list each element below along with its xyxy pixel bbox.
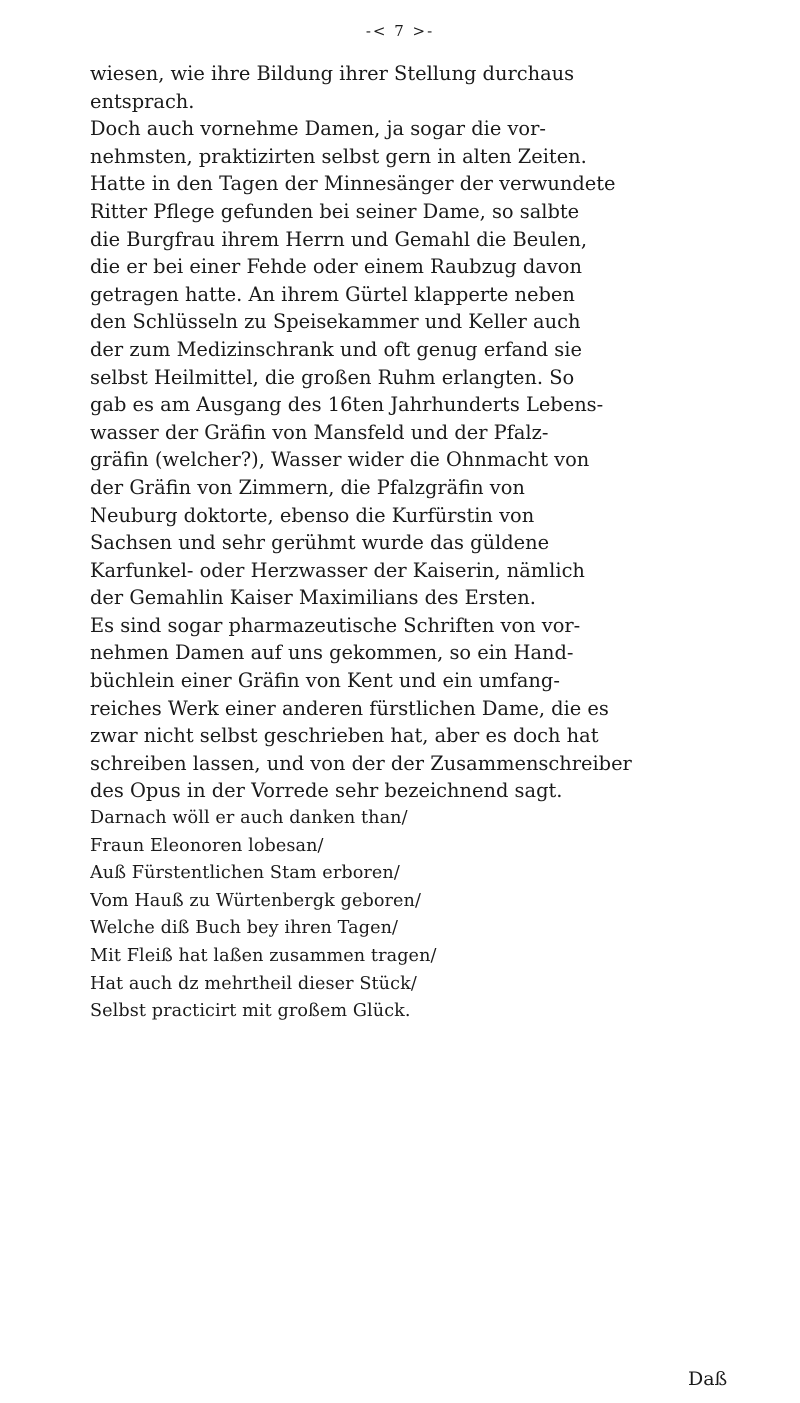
poem-line: Darnach wöll er auch danken than/: [90, 808, 408, 829]
text-line: den Schlüsseln zu Speisekammer und Keller auch: [90, 310, 581, 334]
text-line: die Burgfrau ihrem Herrn und Gemahl die Beulen,: [90, 227, 588, 251]
text-line: Karfunkel- oder Herzwasser der Kaiserin, nämlich: [90, 558, 585, 582]
text-line: Sachsen und sehr gerühmt wurde das güldene: [90, 531, 550, 555]
text-line: nehmen Damen auf uns gekommen, so ein Hand-: [90, 641, 574, 665]
text-line: wiesen, wie ihre Bildung ihrer Stellung durchaus: [90, 62, 575, 85]
page-number-header: -< 7 >-: [365, 22, 435, 40]
poem-line: Auß Fürstentlichen Stam erboren/: [90, 863, 400, 884]
text-line: gab es am Ausgang des 16ten Jahrhunderts Lebens-: [90, 393, 604, 417]
text-line: Es sind sogar pharmazeutische Schriften von vor-: [90, 613, 581, 637]
text-line: des Opus in der Vorrede sehr bezeichnend sagt.: [90, 779, 563, 803]
text-line: getragen hatte. An ihrem Gürtel klapperte neben: [90, 282, 575, 306]
text-line: reiches Werk einer anderen fürstlichen Dame, die es: [90, 696, 609, 720]
text-line: nehmsten, praktizirten selbst gern in alten Zeiten.: [90, 144, 587, 168]
text-line: Ritter Pflege gefunden bei seiner Dame, so salbte: [90, 199, 580, 223]
text-line: Hatte in den Tagen der Minnesänger der verwundete: [90, 172, 616, 196]
text-line: gräfin (welcher?), Wasser wider die Ohnmacht von: [90, 448, 590, 472]
text-line: wasser der Gräfin von Mansfeld und der Pfalz-: [90, 420, 549, 444]
poem-line: Mit Fleiß hat laßen zusammen tragen/: [90, 946, 437, 966]
text-line: schreiben lassen, und von der der Zusammenschreiber: [90, 751, 632, 775]
poem-line: Fraun Eleonoren lobesan/: [90, 835, 324, 856]
text-line: büchlein einer Gräfin von Kent und ein umfang-: [90, 669, 560, 693]
text-line: selbst Heilmittel, die großen Ruhm erlangten. So: [90, 365, 575, 389]
poem-line: Vom Hauß zu Würtenbergk geboren/: [90, 890, 421, 911]
text-line: der Gemahlin Kaiser Maximilians des Ersten.: [90, 586, 536, 610]
text-line: zwar nicht selbst geschrieben hat, aber es doch hat: [90, 724, 599, 748]
text-line: entsprach.: [90, 89, 195, 113]
poem-line: Selbst practicirt mit großem Glück.: [90, 1001, 411, 1022]
poem-line: Hat auch dz mehrtheil dieser Stück/: [90, 973, 417, 994]
poem-line: Welche diß Buch bey ihren Tagen/: [90, 918, 399, 939]
text-line: Neuburg doktorte, ebenso die Kurfürstin von: [90, 503, 535, 527]
catchword: Daß: [688, 1368, 728, 1390]
text-line: die er bei einer Fehde oder einem Raubzug davon: [90, 255, 582, 279]
text-line: der zum Medizinschrank und oft genug erfand sie: [90, 337, 582, 361]
text-line: Doch auch vornehme Damen, ja sogar die vor-: [90, 117, 546, 141]
body-text: [90, 60, 730, 1026]
text-line: der Gräfin von Zimmern, die Pfalzgräfin von: [90, 475, 525, 499]
